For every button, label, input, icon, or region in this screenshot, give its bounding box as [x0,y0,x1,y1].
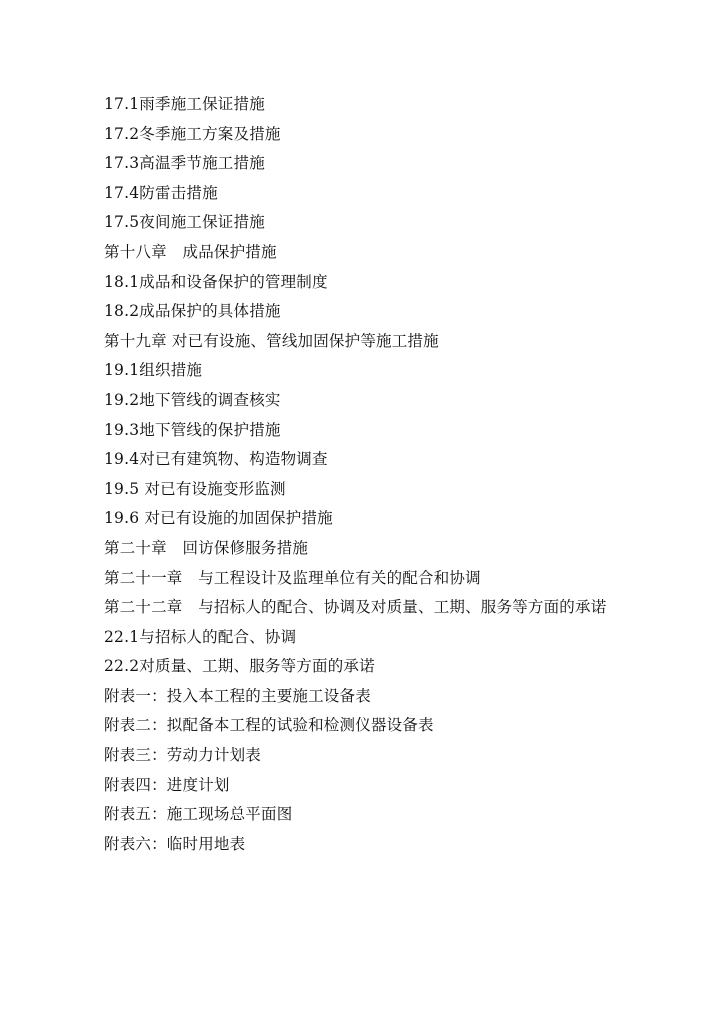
toc-item-17-3: 17.3高温季节施工措施 [104,154,265,173]
toc-chapter-21: 第二十一章 与工程设计及监理单位有关的配合和协调 [104,568,481,587]
toc-chapter-18: 第十八章 成品保护措施 [104,242,277,261]
toc-item-19-6: 19.6 对已有设施的加固保护措施 [104,509,333,528]
toc-appendix-3: 附表三：劳动力计划表 [104,746,262,765]
toc-chapter-22: 第二十二章 与招标人的配合、协调及对质量、工期、服务等方面的承诺 [104,598,607,617]
toc-item-19-5: 19.5 对已有设施变形监测 [104,479,286,498]
toc-item-22-1: 22.1与招标人的配合、协调 [104,627,297,646]
toc-item-19-1: 19.1组织措施 [104,361,203,380]
toc-item-18-2: 18.2成品保护的具体措施 [104,302,281,321]
toc-appendix-2: 附表二：拟配备本工程的试验和检测仪器设备表 [104,716,434,735]
toc-appendix-6: 附表六：临时用地表 [104,834,246,853]
toc-appendix-4: 附表四：进度计划 [104,775,230,794]
toc-item-18-1: 18.1成品和设备保护的管理制度 [104,272,328,291]
toc-chapter-19: 第十九章 对已有设施、管线加固保护等施工措施 [104,331,439,350]
toc-item-17-1: 17.1雨季施工保证措施 [104,95,265,113]
toc-chapter-20: 第二十章 回访保修服务措施 [104,538,309,557]
toc-item-22-2: 22.2对质量、工期、服务等方面的承诺 [104,657,375,676]
toc-appendix-5: 附表五：施工现场总平面图 [104,805,293,824]
toc-appendix-1: 附表一：投入本工程的主要施工设备表 [104,686,371,705]
toc-item-17-2: 17.2冬季施工方案及措施 [104,124,281,143]
toc-item-19-4: 19.4对已有建筑物、构造物调查 [104,450,328,469]
toc-item-19-2: 19.2地下管线的调查核实 [104,390,281,409]
toc-item-17-4: 17.4防雷击措施 [104,183,218,202]
toc-item-19-3: 19.3地下管线的保护措施 [104,420,281,439]
toc-item-17-5: 17.5夜间施工保证措施 [104,213,265,232]
table-of-contents [104,90,704,859]
